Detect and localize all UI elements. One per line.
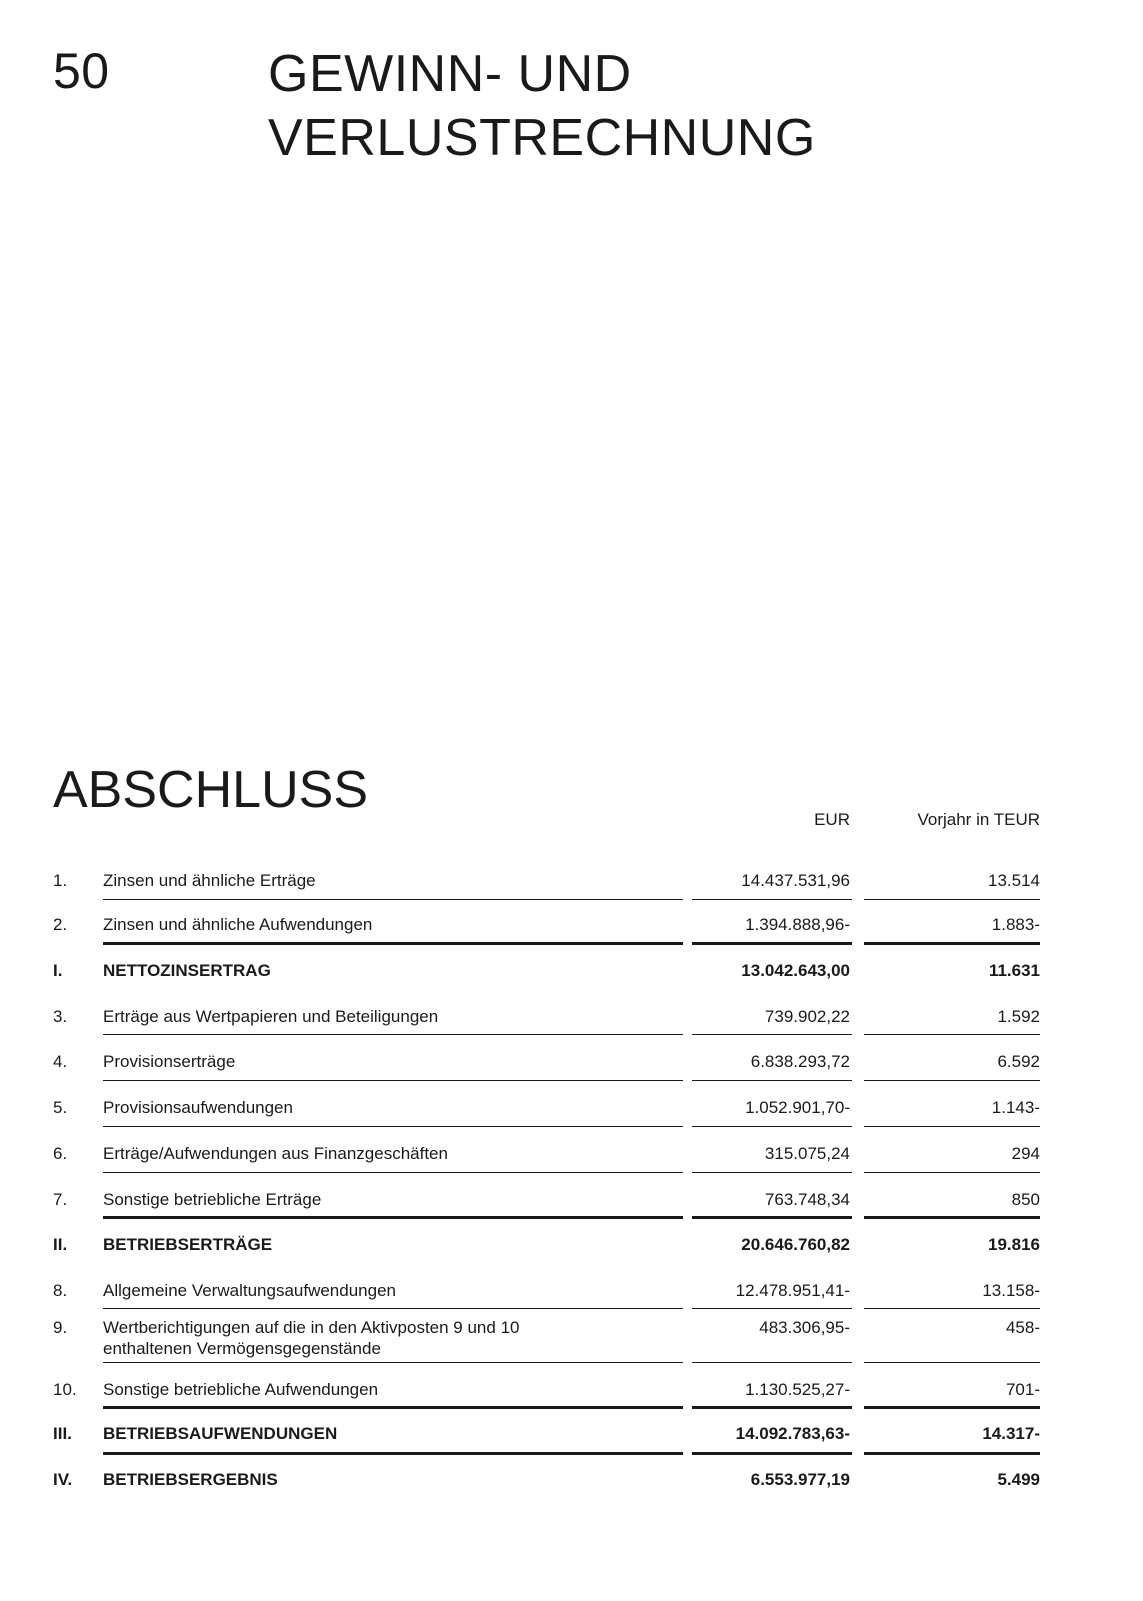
row-divider xyxy=(103,1172,683,1173)
row-value-eur: 6.553.977,19 xyxy=(750,1470,850,1489)
row-value-eur: 483.306,95- xyxy=(759,1318,850,1337)
row-value-previous: 14.317- xyxy=(982,1424,1040,1443)
row-number: 1. xyxy=(53,871,68,890)
row-divider xyxy=(692,1080,852,1081)
row-divider xyxy=(103,1080,683,1081)
page-title-line-1: GEWINN- UND xyxy=(268,45,632,103)
row-divider xyxy=(864,1172,1040,1173)
row-label: BETRIEBSERGEBNIS xyxy=(103,1470,278,1489)
total-divider xyxy=(864,942,1040,945)
row-divider xyxy=(692,1362,852,1363)
row-value-previous: 850 xyxy=(1011,1190,1040,1209)
row-label: BETRIEBSAUFWENDUNGEN xyxy=(103,1424,338,1443)
row-divider xyxy=(103,1126,683,1127)
row-divider xyxy=(103,1308,683,1309)
row-number: I. xyxy=(53,961,63,980)
row-number: 2. xyxy=(53,915,68,934)
row-number: 5. xyxy=(53,1098,68,1117)
row-value-previous: 1.883- xyxy=(991,915,1040,934)
row-divider xyxy=(692,1034,852,1035)
row-number: 3. xyxy=(53,1007,68,1026)
row-label: Sonstige betriebliche Aufwendungen xyxy=(103,1380,379,1399)
page-title xyxy=(268,42,816,170)
row-label: Erträge aus Wertpapieren und Beteiligungen xyxy=(103,1007,439,1026)
section-title: ABSCHLUSS xyxy=(53,761,368,819)
row-value-previous: 13.158- xyxy=(982,1281,1040,1300)
page-number: 50 xyxy=(53,43,110,99)
row-number: II. xyxy=(53,1235,68,1254)
total-divider xyxy=(103,1452,683,1455)
row-divider xyxy=(692,899,852,900)
row-value-eur: 12.478.951,41- xyxy=(735,1281,850,1300)
row-label xyxy=(103,1317,663,1359)
row-label-line-1: Wertberichtigungen auf die in den Aktivposten 9 und 10 xyxy=(103,1318,520,1337)
row-value-eur: 20.646.760,82 xyxy=(741,1235,850,1254)
row-divider xyxy=(864,1034,1040,1035)
row-number: 10. xyxy=(53,1380,77,1399)
row-value-eur: 6.838.293,72 xyxy=(750,1052,850,1071)
row-value-eur: 1.052.901,70- xyxy=(745,1098,850,1117)
row-value-previous: 5.499 xyxy=(997,1470,1040,1489)
row-divider xyxy=(864,1126,1040,1127)
row-value-previous: 701- xyxy=(1005,1380,1040,1399)
row-divider xyxy=(692,1126,852,1127)
row-value-eur: 1.394.888,96- xyxy=(745,915,850,934)
row-divider xyxy=(692,1308,852,1309)
row-value-eur: 14.437.531,96 xyxy=(741,871,850,890)
total-divider xyxy=(103,1406,683,1409)
row-divider xyxy=(864,1362,1040,1363)
row-divider xyxy=(864,899,1040,900)
row-value-eur: 13.042.643,00 xyxy=(741,961,850,980)
row-number: 7. xyxy=(53,1190,68,1209)
total-divider xyxy=(692,1216,852,1219)
total-divider xyxy=(864,1406,1040,1409)
row-number: 4. xyxy=(53,1052,68,1071)
row-value-eur: 315.075,24 xyxy=(764,1144,850,1163)
row-value-eur: 14.092.783,63- xyxy=(735,1424,850,1443)
row-number: 8. xyxy=(53,1281,68,1300)
page-title-line-2: VERLUSTRECHNUNG xyxy=(268,109,816,167)
total-divider xyxy=(103,942,683,945)
row-number: III. xyxy=(53,1424,72,1443)
row-label: Zinsen und ähnliche Erträge xyxy=(103,871,316,890)
total-divider xyxy=(692,942,852,945)
row-divider xyxy=(103,1034,683,1035)
row-number: IV. xyxy=(53,1470,73,1489)
row-value-previous: 11.631 xyxy=(988,961,1040,980)
row-value-previous: 13.514 xyxy=(988,871,1040,890)
row-value-eur: 1.130.525,27- xyxy=(745,1380,850,1399)
row-label: Zinsen und ähnliche Aufwendungen xyxy=(103,915,373,934)
row-label-line-2: enthaltenen Vermögensgegenstände xyxy=(103,1339,381,1358)
row-label: Allgemeine Verwaltungsaufwendungen xyxy=(103,1281,396,1300)
row-number: 9. xyxy=(53,1318,68,1337)
row-value-previous: 1.592 xyxy=(997,1007,1040,1026)
row-divider xyxy=(864,1080,1040,1081)
row-label: Erträge/Aufwendungen aus Finanzgeschäften xyxy=(103,1144,448,1163)
total-divider xyxy=(864,1452,1040,1455)
row-value-previous: 1.143- xyxy=(991,1098,1040,1117)
row-value-eur: 739.902,22 xyxy=(764,1007,850,1026)
row-value-previous: 6.592 xyxy=(997,1052,1040,1071)
row-value-previous: 19.816 xyxy=(988,1235,1040,1254)
row-label: Sonstige betriebliche Erträge xyxy=(103,1190,322,1209)
total-divider xyxy=(103,1216,683,1219)
row-divider xyxy=(692,1172,852,1173)
row-label: Provisionsaufwendungen xyxy=(103,1098,293,1117)
row-divider xyxy=(103,1362,683,1363)
column-header-eur: EUR xyxy=(814,810,850,829)
row-label: BETRIEBSERTRÄGE xyxy=(103,1235,273,1254)
row-value-previous: 458- xyxy=(1005,1318,1040,1337)
row-label: Provisionserträge xyxy=(103,1052,236,1071)
total-divider xyxy=(692,1452,852,1455)
row-label: NETTOZINSERTRAG xyxy=(103,961,271,980)
total-divider xyxy=(864,1216,1040,1219)
column-header-previous-year: Vorjahr in TEUR xyxy=(917,810,1040,829)
row-divider xyxy=(864,1308,1040,1309)
total-divider xyxy=(692,1406,852,1409)
row-value-eur: 763.748,34 xyxy=(764,1190,850,1209)
row-divider xyxy=(103,899,683,900)
row-value-previous: 294 xyxy=(1011,1144,1040,1163)
row-number: 6. xyxy=(53,1144,68,1163)
